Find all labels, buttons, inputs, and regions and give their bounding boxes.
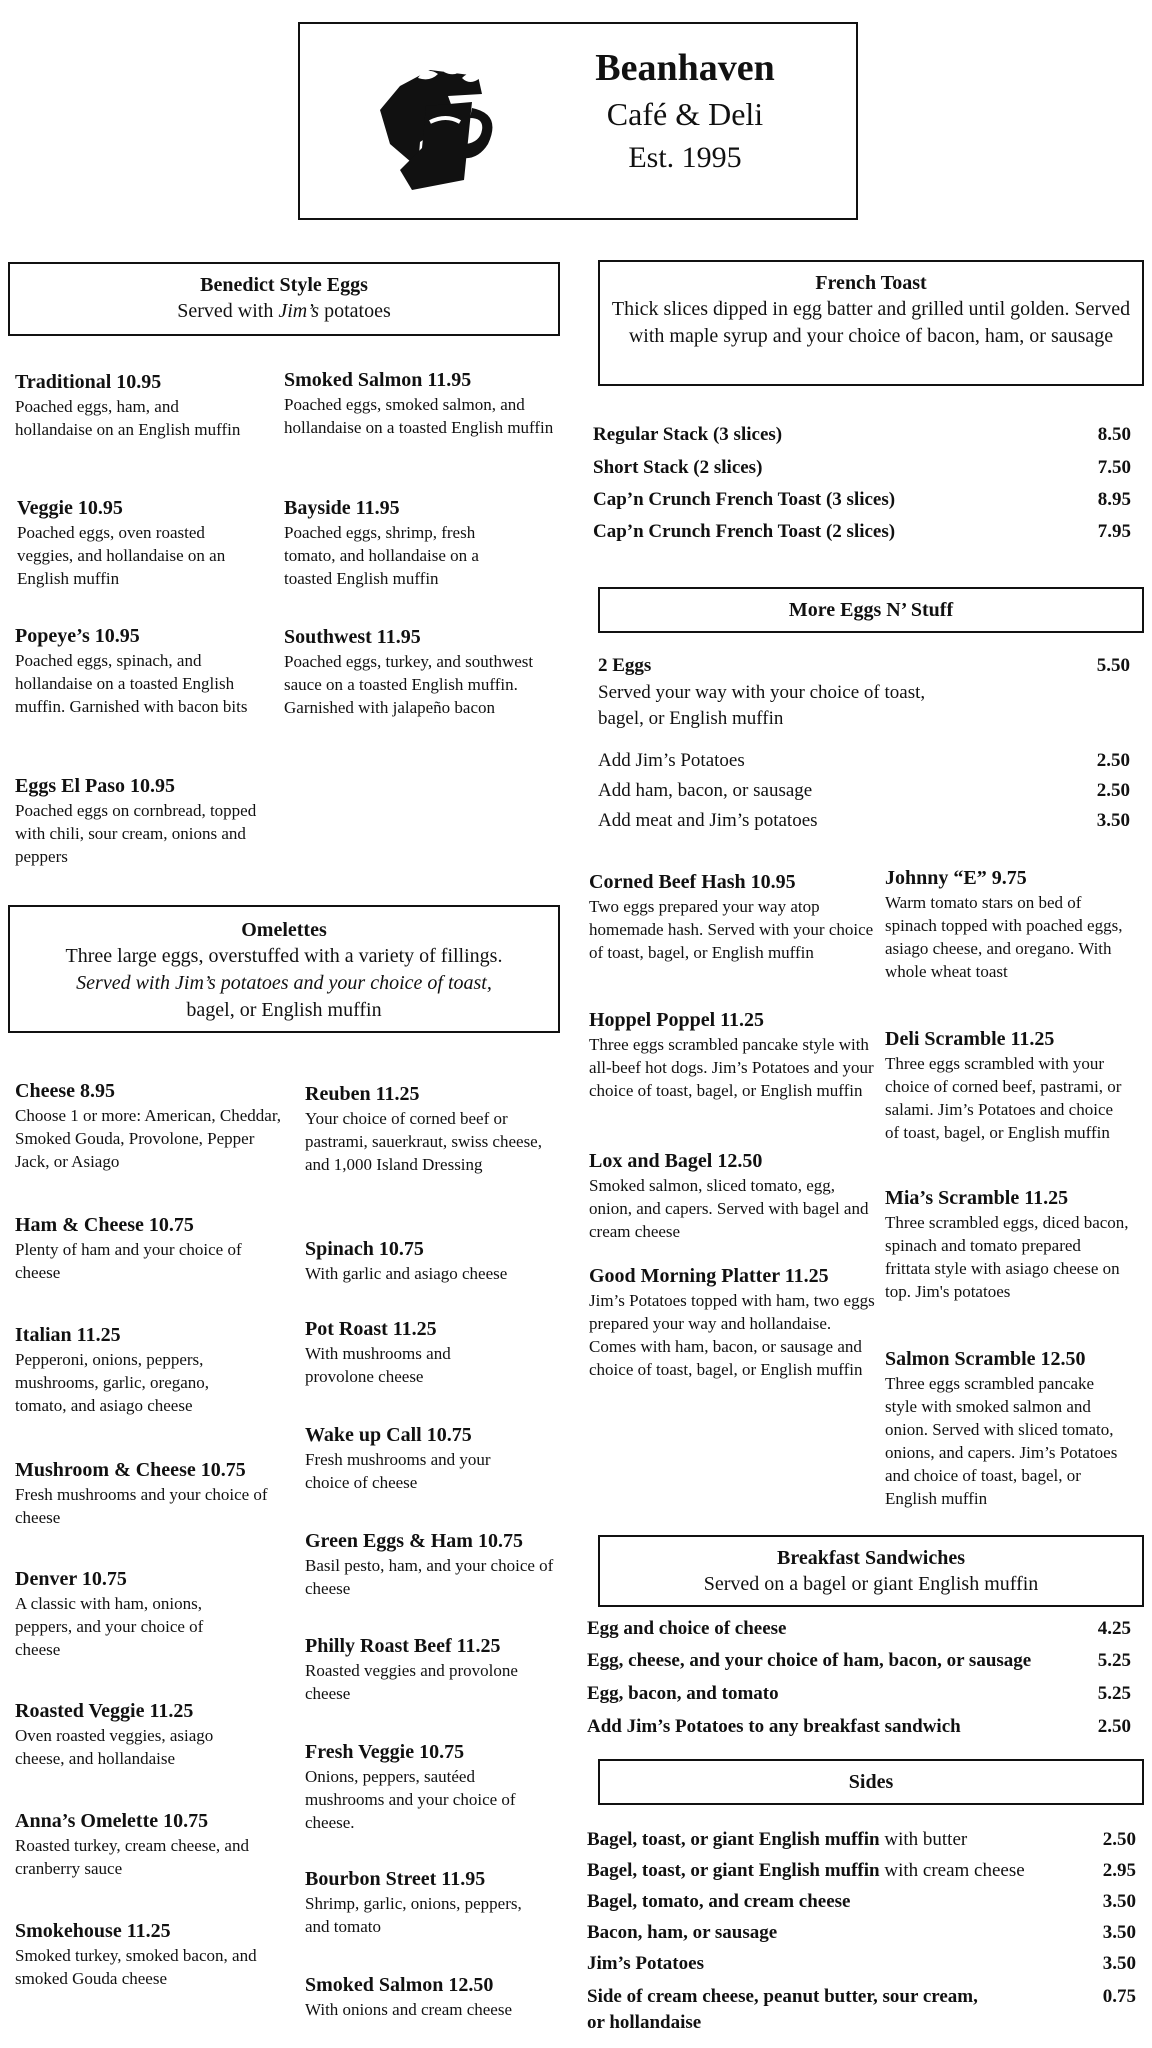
sandwiches-title: Breakfast Sandwiches [777, 1547, 965, 1569]
menu-item: Mushroom & Cheese 10.75 Fresh mushrooms and your choice of cheese [15, 1459, 268, 1527]
menu-item: Ham & Cheese 10.75 Plenty of ham and your choice of cheese [15, 1214, 242, 1282]
menu-item: Cheese 8.95 Choose 1 or more: American, Cheddar, Smoked Gouda, Provolone, Pepper Jack, or Asiago [15, 1080, 282, 1171]
menu-item: Bayside 11.95 Poached eggs, shrimp, fresh tomato, and hollandaise on a toasted English muffin [284, 497, 479, 588]
french-toast-title: French Toast [815, 272, 927, 294]
cafe-subtitle: Café & Deli [606, 96, 764, 132]
french-toast-description: Thick slices dipped in egg batter and grilled until golden. Served with maple syrup and your choice of bacon, ham, or sausage [611, 298, 1131, 347]
menu-item: Corned Beef Hash 10.95 Two eggs prepared your way atop homemade hash. Served with your choice of toast, bagel, or English muffin [589, 871, 874, 962]
french-toast-header-box [598, 260, 1144, 386]
price-row: Add Jim’s Potatoes 2.50 [598, 750, 1130, 771]
cafe-established: Est. 1995 [628, 141, 742, 174]
price-row: or hollandaise [587, 2012, 702, 2033]
menu-item: Deli Scramble 11.25 Three eggs scrambled with your choice of corned beef, pastrami, or salami. Jim’s Potatoes and choice of toast, bagel, or English muffin [885, 1028, 1122, 1142]
menu-item: Reuben 11.25 Your choice of corned beef or pastrami, sauerkraut, swiss cheese, and 1,000 Island Dressing [305, 1083, 542, 1174]
benedict-header-box [8, 262, 560, 336]
menu-item: Anna’s Omelette 10.75 Roasted turkey, cream cheese, and cranberry sauce [15, 1810, 249, 1878]
omelettes-line-2: Served with Jim’s potatoes and your choice of toast, [76, 972, 492, 994]
menu-item: Popeye’s 10.95 Poached eggs, spinach, and hollandaise on a toasted English muffin. Garnished with bacon bits [15, 625, 248, 716]
price-row: Side of cream cheese, peanut butter, sour cream, 0.75 [587, 1986, 1136, 2007]
coffee-cup-logo-icon [360, 48, 510, 198]
price-row: Bacon, ham, or sausage 3.50 [587, 1922, 1136, 1943]
price-row: Jim’s Potatoes 3.50 [587, 1953, 1136, 1974]
price-row: Bagel, toast, or giant English muffin with cream cheese 2.95 [587, 1860, 1136, 1881]
logo-header-box [298, 22, 858, 220]
menu-item: Traditional 10.95 Poached eggs, ham, and hollandaise on an English muffin [15, 371, 241, 439]
omelettes-line-1: Three large eggs, overstuffed with a variety of fillings. [65, 945, 503, 967]
sides-title: Sides [848, 1771, 894, 1793]
price-row: Egg, bacon, and tomato 5.25 [587, 1683, 1131, 1704]
price-row: 2 Eggs 5.50 [598, 655, 1130, 676]
menu-item: Wake up Call 10.75 Fresh mushrooms and your choice of cheese [305, 1424, 491, 1492]
menu-item: Good Morning Platter 11.25 Jim’s Potatoes topped with ham, two eggs prepared your way and hollandaise. Comes with ham, bacon, or sausage and choice of toast, bagel, or English muffin [589, 1265, 875, 1379]
menu-item: Bourbon Street 11.95 Shrimp, garlic, onions, peppers, and tomato [305, 1868, 522, 1936]
price-row: Add ham, bacon, or sausage 2.50 [598, 780, 1130, 801]
price-row: Cap’n Crunch French Toast (2 slices) 7.95 [593, 521, 1131, 542]
price-row: Bagel, tomato, and cream cheese 3.50 [587, 1891, 1136, 1912]
sandwiches-header-box [598, 1535, 1144, 1607]
menu-item: Veggie 10.95 Poached eggs, oven roasted veggies, and hollandaise on an English muffin [17, 497, 226, 588]
sides-header-box [598, 1759, 1144, 1805]
menu-item: Salmon Scramble 12.50 Three eggs scrambled pancake style with smoked salmon and onion. Served with sliced tomato, onions, and capers. Jim’s Potatoes and choice of toast, bagel, or English muffin [885, 1348, 1118, 1508]
more-eggs-title: More Eggs N’ Stuff [788, 599, 954, 621]
benedict-subtitle: Served with Jim’s potatoes [177, 300, 391, 322]
price-row: Add meat and Jim’s potatoes 3.50 [598, 810, 1130, 831]
menu-item: Fresh Veggie 10.75 Onions, peppers, sautéed mushrooms and your choice of cheese. [305, 1741, 516, 1832]
price-row: Egg and choice of cheese 4.25 [587, 1618, 1131, 1639]
price-row: Regular Stack (3 slices) 8.50 [593, 424, 1131, 445]
price-row: Short Stack (2 slices) 7.50 [593, 457, 1131, 478]
more-eggs-header-box [598, 587, 1144, 633]
menu-item: Hoppel Poppel 11.25 Three eggs scrambled pancake style with all-beef hot dogs. Jim’s Potatoes and your choice of toast, bagel, or English muffin [589, 1009, 874, 1100]
menu-item: Green Eggs & Ham 10.75 Basil pesto, ham, and your choice of cheese [305, 1530, 554, 1598]
omelettes-title: Omelettes [241, 919, 327, 941]
menu-item: Spinach 10.75 With garlic and asiago cheese [305, 1238, 508, 1283]
menu-item: Eggs El Paso 10.95 Poached eggs on cornbread, topped with chili, sour cream, onions and peppers [15, 775, 257, 866]
menu-item: Denver 10.75 A classic with ham, onions, peppers, and your choice of cheese [15, 1568, 204, 1659]
menu-item: Mia’s Scramble 11.25 Three scrambled eggs, diced bacon, spinach and tomato prepared frittata style with asiago cheese on top. Jim's potatoes [885, 1187, 1129, 1301]
omelettes-line-3: bagel, or English muffin [186, 999, 382, 1021]
price-row: Add Jim’s Potatoes to any breakfast sandwich 2.50 [587, 1716, 1131, 1737]
omelettes-header-box [8, 905, 560, 1033]
menu-item: Smokehouse 11.25 Smoked turkey, smoked bacon, and smoked Gouda cheese [15, 1920, 257, 1988]
benedict-title: Benedict Style Eggs [200, 274, 368, 296]
price-row: Bagel, toast, or giant English muffin with butter 2.50 [587, 1829, 1136, 1850]
menu-item: Smoked Salmon 11.95 Poached eggs, smoked salmon, and hollandaise on a toasted English muffin [284, 369, 554, 437]
cafe-name: Beanhaven [595, 47, 775, 89]
sandwiches-subtitle: Served on a bagel or giant English muffin [703, 1573, 1039, 1595]
menu-item: Pot Roast 11.25 With mushrooms and provolone cheese [305, 1318, 451, 1386]
menu-item: Smoked Salmon 12.50 With onions and cream cheese [305, 1974, 513, 2019]
menu-item: Johnny “E” 9.75 Warm tomato stars on bed of spinach topped with poached eggs, asiago cheese, and oregano. With whole wheat toast [885, 867, 1123, 981]
menu-item: Italian 11.25 Pepperoni, onions, peppers, mushrooms, garlic, oregano, tomato, and asiago cheese [15, 1324, 210, 1415]
price-row: Cap’n Crunch French Toast (3 slices) 8.95 [593, 489, 1131, 510]
menu-item: Lox and Bagel 12.50 Smoked salmon, sliced tomato, egg, onion, and capers. Served with bagel and cream cheese [589, 1150, 869, 1241]
menu-item: Southwest 11.95 Poached eggs, turkey, and southwest sauce on a toasted English muffin. Garnished with jalapeño bacon [284, 626, 534, 717]
two-eggs-description: Served your way with your choice of toast, bagel, or English muffin [598, 682, 926, 729]
menu-item: Roasted Veggie 11.25 Oven roasted veggies, asiago cheese, and hollandaise [15, 1700, 214, 1768]
menu-item: Philly Roast Beef 11.25 Roasted veggies and provolone cheese [305, 1635, 518, 1703]
price-row: Egg, cheese, and your choice of ham, bacon, or sausage 5.25 [587, 1650, 1131, 1671]
